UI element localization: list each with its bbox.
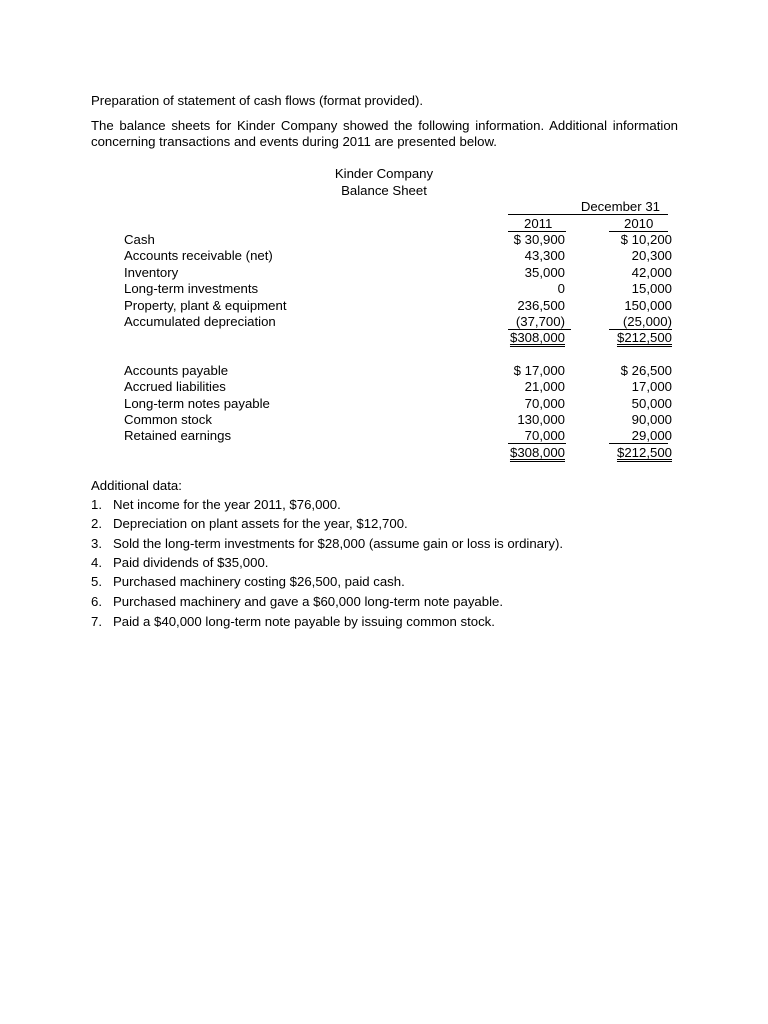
asset-row-2011: $ 30,900	[513, 232, 565, 247]
asset-row-2011: 236,500	[517, 298, 565, 313]
year-2010-header: 2010	[624, 216, 654, 231]
liability-row-label: Common stock	[124, 412, 212, 427]
asset-row-label: Cash	[124, 232, 155, 247]
period-header: December 31	[580, 199, 660, 214]
list-item	[91, 574, 405, 590]
asset-row-2010: $ 10,200	[620, 232, 672, 247]
asset-row-2010: 15,000	[631, 281, 672, 296]
assets-total-2011: $308,000	[509, 330, 565, 345]
list-item-text: Paid a $40,000 long-term note payable by issuing common stock.	[113, 614, 495, 629]
liability-row-label: Accrued liabilities	[124, 379, 226, 394]
list-item-text: Purchased machinery and gave a $60,000 long-term note payable.	[113, 594, 504, 609]
asset-row-label: Accumulated depreciation	[124, 314, 276, 329]
asset-row-2011: 43,300	[524, 248, 565, 263]
list-item-text: Depreciation on plant assets for the year, $12,700.	[113, 516, 408, 531]
liability-row-2011: 21,000	[524, 379, 565, 394]
asset-row-label: Long-term investments	[124, 281, 259, 296]
liability-row-label: Retained earnings	[124, 428, 232, 443]
liabilities-subtotal-rule-2011	[508, 443, 566, 444]
asset-row-2011: 35,000	[524, 265, 565, 280]
list-item	[91, 536, 563, 552]
liability-row-2010: 90,000	[631, 412, 672, 427]
list-item-number: 2.	[91, 516, 102, 531]
asset-row-label: Inventory	[124, 265, 179, 280]
list-item-number: 7.	[91, 614, 102, 629]
asset-row-2011: 0	[557, 281, 565, 296]
list-item	[91, 555, 268, 571]
liability-row-label: Accounts payable	[124, 363, 229, 378]
liabilities-total-2011: $308,000	[509, 445, 565, 460]
assets-total-2010: $212,500	[616, 330, 672, 345]
list-item-text: Paid dividends of $35,000.	[113, 555, 269, 570]
list-item-text: Purchased machinery costing $26,500, paid cash.	[113, 574, 405, 589]
additional-data-title: Additional data:	[91, 478, 182, 493]
list-item-number: 3.	[91, 536, 102, 551]
liabilities-total-2010: $212,500	[616, 445, 672, 460]
liability-row-2010: 29,000	[631, 428, 672, 443]
list-item-number: 6.	[91, 594, 102, 609]
liability-row-2010: 17,000	[631, 379, 672, 394]
company-name: Kinder Company	[334, 166, 434, 181]
statement-title: Balance Sheet	[341, 183, 427, 198]
list-item-text: Net income for the year 2011, $76,000.	[113, 497, 341, 512]
list-item	[91, 497, 341, 513]
list-item	[91, 516, 408, 532]
asset-row-2011: (37,700)	[515, 314, 565, 329]
document-heading: Preparation of statement of cash flows (format provided).	[91, 93, 424, 108]
asset-row-2010: 150,000	[624, 298, 672, 313]
liability-row-2011: 70,000	[524, 396, 565, 411]
liability-row-label: Long-term notes payable	[124, 396, 270, 411]
year-2011-header: 2011	[524, 216, 553, 231]
list-item	[91, 594, 503, 610]
list-item-number: 4.	[91, 555, 102, 570]
liability-row-2010: 50,000	[631, 396, 672, 411]
asset-row-label: Property, plant & equipment	[124, 298, 287, 313]
asset-row-2010: 20,300	[631, 248, 672, 263]
list-item-number: 5.	[91, 574, 102, 589]
list-item-text: Sold the long-term investments for $28,000 (assume gain or loss is ordinary).	[113, 536, 564, 551]
list-item	[91, 614, 495, 630]
period-header-rule	[508, 214, 668, 215]
liability-row-2010: $ 26,500	[620, 363, 672, 378]
liability-row-2011: 130,000	[517, 412, 565, 427]
intro-paragraph: The balance sheets for Kinder Company showed the following information. Additional information concerning transactions and events during 2011 are presented below.	[91, 118, 678, 149]
asset-row-label: Accounts receivable (net)	[124, 248, 273, 263]
liabilities-subtotal-rule-2010	[609, 443, 668, 444]
list-item-number: 1.	[91, 497, 102, 512]
liability-row-2011: 70,000	[524, 428, 565, 443]
liability-row-2011: $ 17,000	[513, 363, 565, 378]
asset-row-2010: (25,000)	[622, 314, 672, 329]
asset-row-2010: 42,000	[631, 265, 672, 280]
